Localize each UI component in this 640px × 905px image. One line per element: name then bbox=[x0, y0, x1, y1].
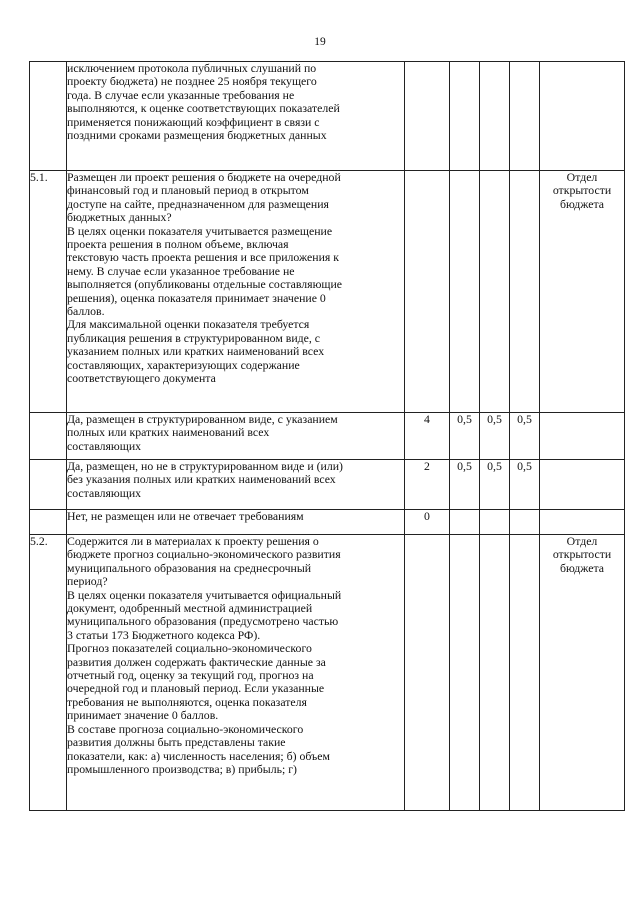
max-score bbox=[405, 171, 450, 413]
row-text-cell bbox=[67, 171, 405, 413]
coefficient-3: 0,5 bbox=[510, 413, 540, 460]
row-text-cell bbox=[67, 62, 405, 171]
table-row bbox=[30, 460, 625, 510]
responsible-department bbox=[540, 413, 625, 460]
coefficient-1 bbox=[450, 535, 480, 811]
coefficient-1 bbox=[450, 510, 480, 535]
criteria-table bbox=[29, 61, 625, 811]
max-score bbox=[405, 62, 450, 171]
coefficient-3 bbox=[510, 171, 540, 413]
row-number bbox=[30, 510, 67, 535]
row-number bbox=[30, 413, 67, 460]
coefficient-2 bbox=[480, 171, 510, 413]
row-text-cell bbox=[67, 510, 405, 535]
coefficient-3 bbox=[510, 510, 540, 535]
table-row bbox=[30, 510, 625, 535]
coefficient-3 bbox=[510, 62, 540, 171]
coefficient-2: 0,5 bbox=[480, 460, 510, 510]
row-number: 5.2. bbox=[30, 535, 67, 811]
max-score bbox=[405, 535, 450, 811]
coefficient-2 bbox=[480, 510, 510, 535]
responsible-department: Отдел открытости бюджета bbox=[540, 535, 625, 811]
coefficient-2 bbox=[480, 535, 510, 811]
table-row bbox=[30, 413, 625, 460]
coefficient-2 bbox=[480, 62, 510, 171]
max-score: 4 bbox=[405, 413, 450, 460]
coefficient-3 bbox=[510, 535, 540, 811]
row-number: 5.1. bbox=[30, 171, 67, 413]
coefficient-1: 0,5 bbox=[450, 413, 480, 460]
responsible-department bbox=[540, 510, 625, 535]
responsible-department: Отдел открытости бюджета bbox=[540, 171, 625, 413]
responsible-department bbox=[540, 62, 625, 171]
table-row bbox=[30, 535, 625, 811]
row-text: исключением протокола публичных слушаний по проекту бюджета) не позднее 25 ноября текущего года. В случае если указанные требования не выполняются, к оценке соответствующих показателей применяется понижающий коэффициент в связи с поздними сроками размещения бюджетных данных bbox=[67, 61, 340, 143]
coefficient-1 bbox=[450, 62, 480, 171]
row-text: Содержится ли в материалах к проекту решения о бюджете прогноз социально-экономического развития муниципального образования на среднесрочный период? В целях оценки показателя учитывается официальный документ, одобренный местной администрацией муниципального образования (предусмотрено частью 3 статьи 173 Бюджетного кодекса РФ). Прогноз показателей социально-экономического развития должен содержать фактические данные за отчетный год, оценку за текущий год, прогноз на очередной год и плановый период. Если указанные требования не выполняются, оценка показателя принимает значение 0 баллов. В составе прогноза социально-экономического развития должны быть представлены такие показатели, как: а) численность населения; б) объем промышленного производства; в) прибыль; г) bbox=[67, 534, 342, 776]
coefficient-1: 0,5 bbox=[450, 460, 480, 510]
coefficient-3: 0,5 bbox=[510, 460, 540, 510]
row-text: Да, размещен, но не в структурированном виде и (или) без указания полных или кратких наименований всех составляющих bbox=[67, 459, 343, 500]
max-score: 0 bbox=[405, 510, 450, 535]
table-row bbox=[30, 62, 625, 171]
row-text: Да, размещен в структурированном виде, с указанием полных или кратких наименований всех составляющих bbox=[67, 412, 338, 453]
row-text-cell bbox=[67, 413, 405, 460]
row-text-cell bbox=[67, 460, 405, 510]
coefficient-1 bbox=[450, 171, 480, 413]
coefficient-2: 0,5 bbox=[480, 413, 510, 460]
table-row bbox=[30, 171, 625, 413]
page-number: 19 bbox=[314, 36, 326, 48]
row-text-cell bbox=[67, 535, 405, 811]
responsible-department bbox=[540, 460, 625, 510]
max-score: 2 bbox=[405, 460, 450, 510]
row-text: Размещен ли проект решения о бюджете на очередной финансовый год и плановый период в открытом доступе на сайте, предназначенном для размещения бюджетных данных? В целях оценки показателя учитывается размещение проекта решения в полном объеме, включая текстовую часть проекта решения и все приложения к нему. В случае если указанное требование не выполняется (опубликованы отдельные составляющие решения), оценка показателя принимает значение 0 баллов. Для максимальной оценки показателя требуется публикация решения в структурированном виде, с указанием полных или кратких наименований всех составляющих, характеризующих содержание соответствующего документа bbox=[67, 170, 343, 386]
row-text: Нет, не размещен или не отвечает требованиям bbox=[67, 509, 304, 523]
row-number bbox=[30, 62, 67, 171]
row-number bbox=[30, 460, 67, 510]
